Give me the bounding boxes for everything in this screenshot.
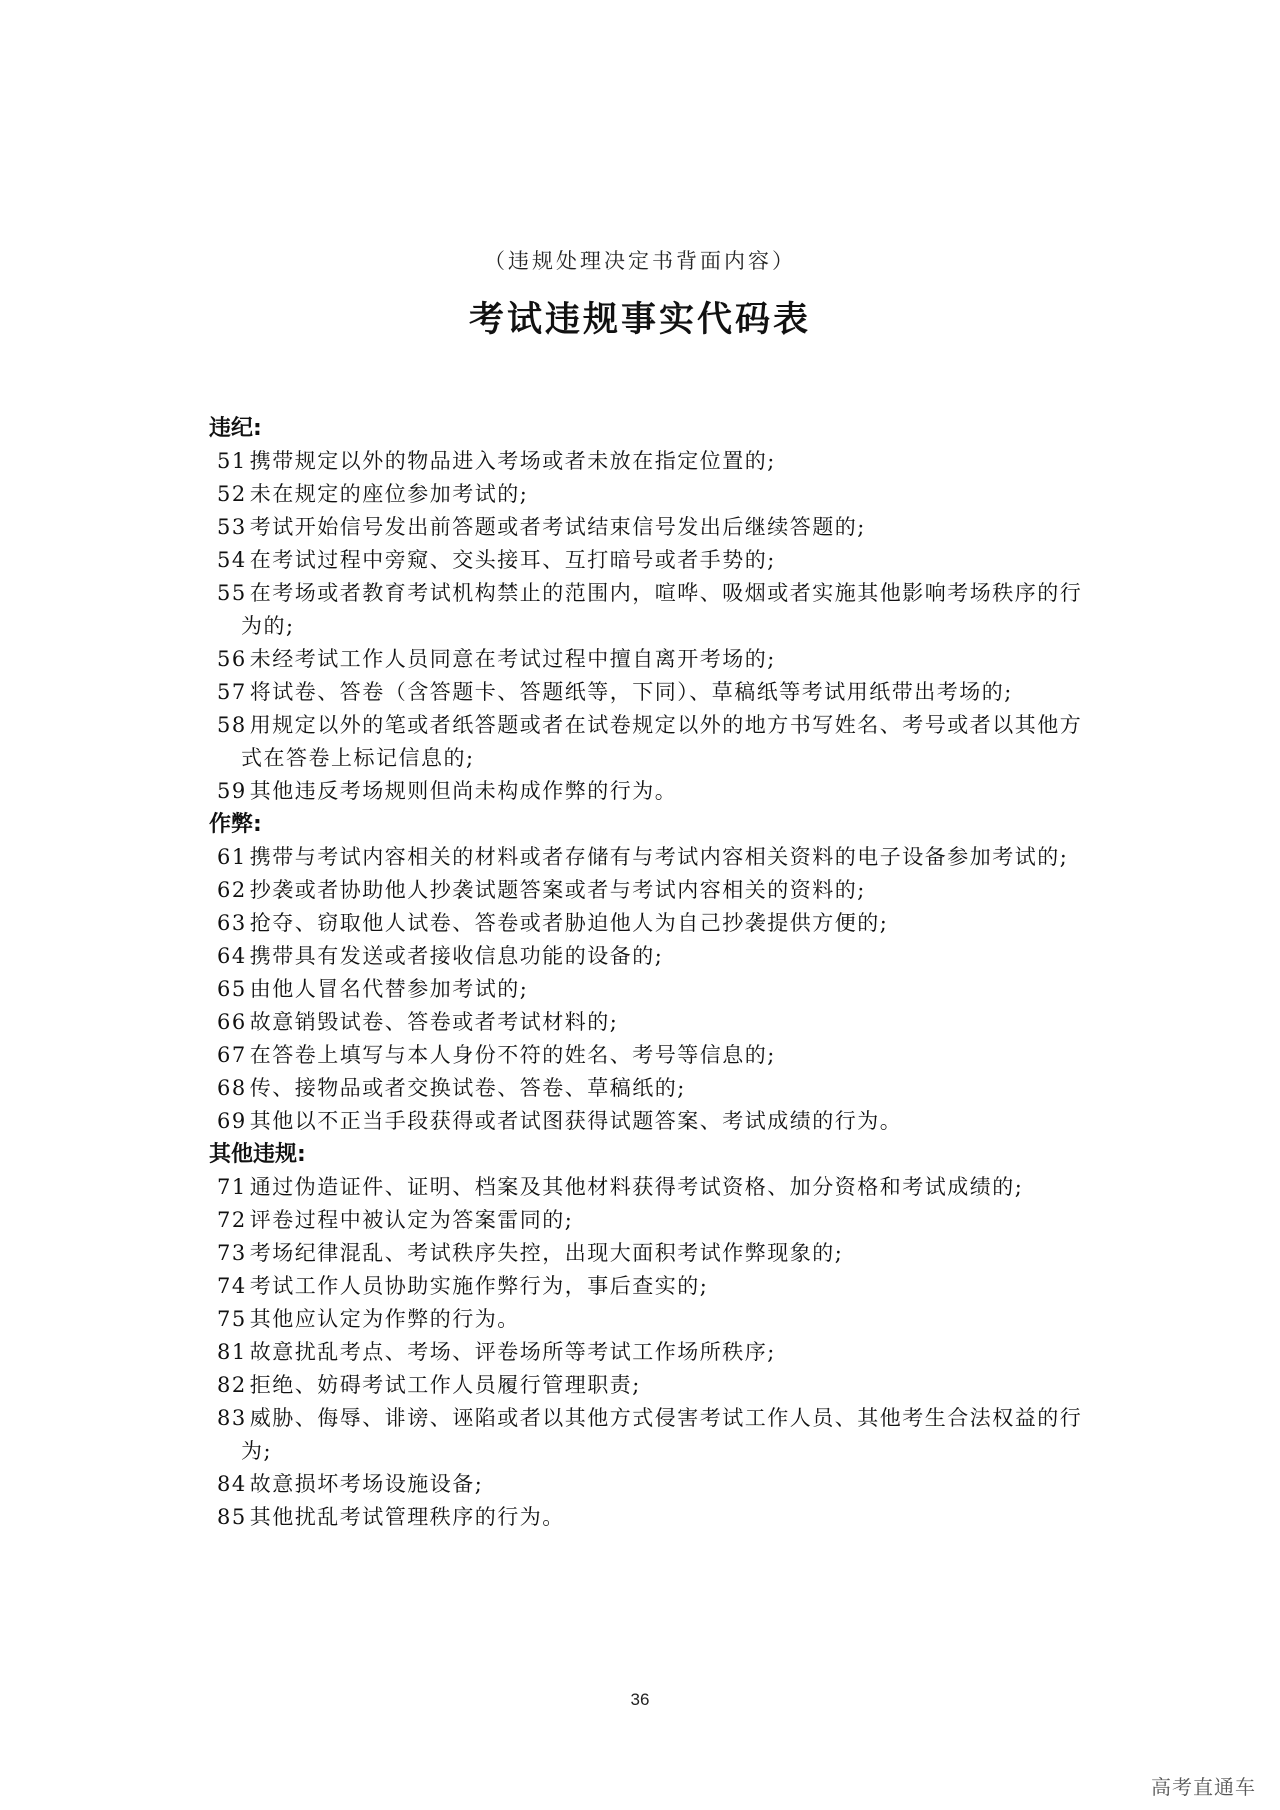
list-item bbox=[209, 1039, 1129, 1072]
list-item bbox=[209, 907, 1129, 940]
list-item bbox=[209, 1204, 1129, 1237]
list-item bbox=[209, 775, 1129, 808]
item-code: 81 bbox=[217, 1340, 247, 1364]
document-subtitle: （违规处理决定书背面内容） bbox=[484, 249, 796, 273]
list-item bbox=[209, 1402, 1129, 1468]
section-cheating bbox=[209, 808, 1129, 1138]
item-code: 73 bbox=[217, 1241, 247, 1265]
list-item bbox=[209, 1369, 1129, 1402]
section-heading: 作弊: bbox=[209, 812, 262, 837]
list-item bbox=[209, 1468, 1129, 1501]
item-text: 未经考试工作人员同意在考试过程中擅自离开考场的; bbox=[249, 647, 776, 671]
item-text: 拒绝、妨碍考试工作人员履行管理职责; bbox=[249, 1373, 641, 1397]
item-text: 未在规定的座位参加考试的; bbox=[249, 482, 529, 506]
item-text: 威胁、侮辱、诽谤、诬陷或者以其他方式侵害考试工作人员、其他考生合法权益的行 bbox=[249, 1406, 1083, 1430]
item-text: 携带规定以外的物品进入考场或者未放在指定位置的; bbox=[249, 449, 776, 473]
item-text: 用规定以外的笔或者纸答题或者在试卷规定以外的地方书写姓名、考号或者以其他方 bbox=[249, 713, 1083, 737]
section-other-violations bbox=[209, 1138, 1129, 1534]
list-item bbox=[209, 1072, 1129, 1105]
list-item bbox=[209, 1501, 1129, 1534]
item-code: 62 bbox=[217, 878, 247, 902]
item-text: 携带具有发送或者接收信息功能的设备的; bbox=[249, 944, 664, 968]
list-item bbox=[209, 1336, 1129, 1369]
code-table-content bbox=[209, 412, 1129, 1534]
item-code: 63 bbox=[217, 911, 247, 935]
item-text-continuation: 为; bbox=[241, 1439, 273, 1463]
item-code: 66 bbox=[217, 1010, 247, 1034]
item-text: 其他扰乱考试管理秩序的行为。 bbox=[249, 1505, 565, 1529]
item-code: 53 bbox=[217, 515, 247, 539]
section-heading: 违纪: bbox=[209, 416, 262, 441]
list-item bbox=[209, 643, 1129, 676]
list-item bbox=[209, 1006, 1129, 1039]
section-heading: 其他违规: bbox=[209, 1142, 306, 1167]
item-text: 其他以不正当手段获得或者试图获得试题答案、考试成绩的行为。 bbox=[249, 1109, 903, 1133]
item-code: 64 bbox=[217, 944, 247, 968]
list-item bbox=[209, 577, 1129, 643]
list-item bbox=[209, 709, 1129, 775]
item-text: 通过伪造证件、证明、档案及其他材料获得考试资格、加分资格和考试成绩的; bbox=[249, 1175, 1024, 1199]
list-item bbox=[209, 1270, 1129, 1303]
page-number: 36 bbox=[630, 1690, 650, 1709]
list-item bbox=[209, 1105, 1129, 1138]
item-text: 在答卷上填写与本人身份不符的姓名、考号等信息的; bbox=[249, 1043, 776, 1067]
item-text-continuation: 式在答卷上标记信息的; bbox=[241, 746, 475, 770]
page-title: 考试违规事实代码表 bbox=[468, 300, 811, 340]
item-text: 故意扰乱考点、考场、评卷场所等考试工作场所秩序; bbox=[249, 1340, 776, 1364]
item-code: 83 bbox=[217, 1406, 247, 1430]
section-discipline bbox=[209, 412, 1129, 808]
item-text: 故意销毁试卷、答卷或者考试材料的; bbox=[249, 1010, 619, 1034]
item-text: 将试卷、答卷（含答题卡、答题纸等，下同）、草稿纸等考试用纸带出考场的; bbox=[249, 680, 1013, 704]
item-text: 评卷过程中被认定为答案雷同的; bbox=[249, 1208, 574, 1232]
item-text-continuation: 为的; bbox=[241, 614, 295, 638]
item-code: 72 bbox=[217, 1208, 247, 1232]
item-text: 传、接物品或者交换试卷、答卷、草稿纸的; bbox=[249, 1076, 686, 1100]
item-text: 由他人冒名代替参加考试的; bbox=[249, 977, 529, 1001]
list-item bbox=[209, 478, 1129, 511]
list-item bbox=[209, 1171, 1129, 1204]
item-code: 55 bbox=[217, 581, 247, 605]
item-text: 考场纪律混乱、考试秩序失控，出现大面积考试作弊现象的; bbox=[249, 1241, 844, 1265]
item-code: 82 bbox=[217, 1373, 247, 1397]
item-code: 67 bbox=[217, 1043, 247, 1067]
item-code: 59 bbox=[217, 779, 247, 803]
list-item bbox=[209, 511, 1129, 544]
item-text: 在考场或者教育考试机构禁止的范围内，喧哗、吸烟或者实施其他影响考场秩序的行 bbox=[249, 581, 1083, 605]
list-item bbox=[209, 841, 1129, 874]
list-item bbox=[209, 1237, 1129, 1270]
list-item bbox=[209, 544, 1129, 577]
item-code: 75 bbox=[217, 1307, 247, 1331]
item-code: 85 bbox=[217, 1505, 247, 1529]
list-item bbox=[209, 445, 1129, 478]
item-code: 56 bbox=[217, 647, 247, 671]
list-item bbox=[209, 973, 1129, 1006]
item-text: 抄袭或者协助他人抄袭试题答案或者与考试内容相关的资料的; bbox=[249, 878, 866, 902]
list-item bbox=[209, 874, 1129, 907]
item-text: 携带与考试内容相关的材料或者存储有与考试内容相关资料的电子设备参加考试的; bbox=[249, 845, 1069, 869]
item-text: 其他应认定为作弊的行为。 bbox=[249, 1307, 520, 1331]
item-code: 52 bbox=[217, 482, 247, 506]
item-text: 考试开始信号发出前答题或者考试结束信号发出后继续答题的; bbox=[249, 515, 866, 539]
item-code: 51 bbox=[217, 449, 247, 473]
item-code: 54 bbox=[217, 548, 247, 572]
item-code: 71 bbox=[217, 1175, 247, 1199]
item-code: 68 bbox=[217, 1076, 247, 1100]
item-code: 65 bbox=[217, 977, 247, 1001]
item-code: 58 bbox=[217, 713, 247, 737]
item-text: 抢夺、窃取他人试卷、答卷或者胁迫他人为自己抄袭提供方便的; bbox=[249, 911, 889, 935]
item-text: 故意损坏考场设施设备; bbox=[249, 1472, 484, 1496]
list-item bbox=[209, 1303, 1129, 1336]
watermark: 高考直通车 bbox=[1151, 1775, 1256, 1799]
item-code: 84 bbox=[217, 1472, 247, 1496]
item-code: 69 bbox=[217, 1109, 247, 1133]
list-item bbox=[209, 676, 1129, 709]
list-item bbox=[209, 940, 1129, 973]
item-text: 考试工作人员协助实施作弊行为，事后查实的; bbox=[249, 1274, 709, 1298]
item-code: 61 bbox=[217, 845, 247, 869]
item-text: 在考试过程中旁窥、交头接耳、互打暗号或者手势的; bbox=[249, 548, 776, 572]
item-text: 其他违反考场规则但尚未构成作弊的行为。 bbox=[249, 779, 678, 803]
item-code: 74 bbox=[217, 1274, 247, 1298]
item-code: 57 bbox=[217, 680, 247, 704]
